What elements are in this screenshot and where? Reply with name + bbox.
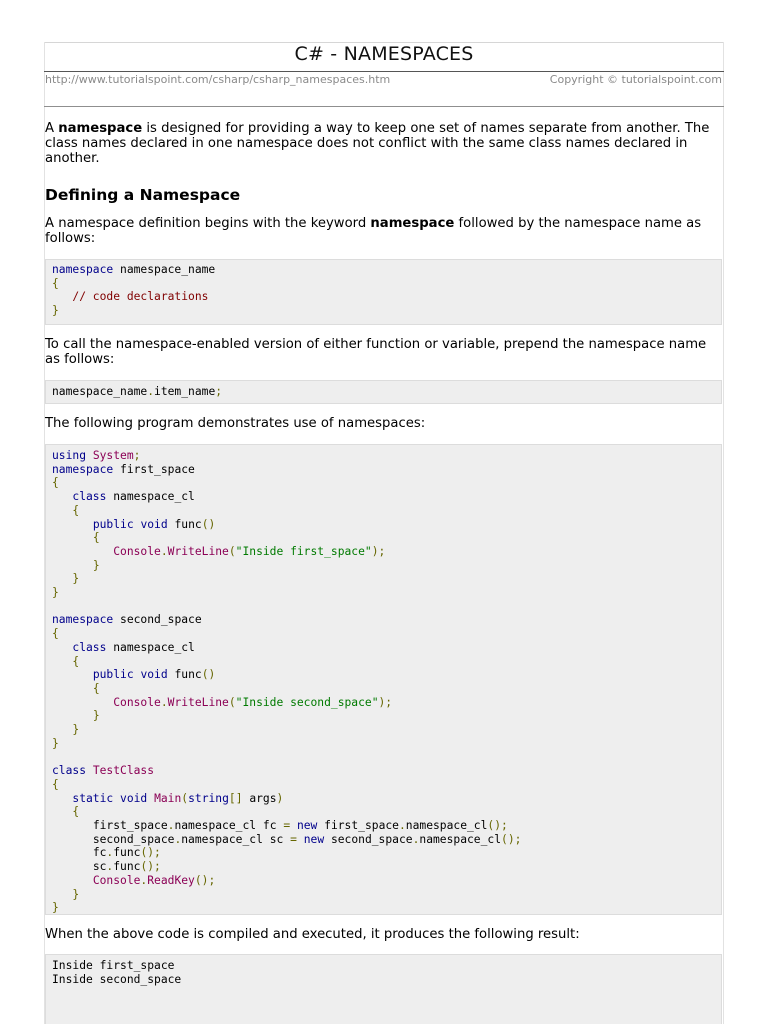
title-divider	[44, 71, 724, 72]
call-paragraph: To call the namespace-enabled version of either function or variable, prepend the namespace name as follows:	[45, 337, 707, 367]
page-title: C# - NAMESPACES	[294, 43, 474, 65]
definition-paragraph: A namespace definition begins with the keyword namespace followed by the namespace name as follows:	[45, 216, 702, 246]
program-paragraph: The following program demonstrates use of namespaces:	[45, 416, 426, 431]
copyright-notice: Copyright © tutorialspoint.com	[549, 73, 722, 86]
document-page	[44, 42, 724, 1024]
code-block-result: Inside first_space Inside second_space	[45, 954, 722, 1024]
header-divider	[44, 106, 724, 107]
intro-paragraph: A namespace is designed for providing a way to keep one set of names separate from another. The class names declared in one namespace does not conflict with the same class names declared in another.	[45, 121, 710, 166]
code-block-definition: namespace namespace_name { // code declarations }	[45, 259, 722, 325]
result-paragraph: When the above code is compiled and executed, it produces the following result:	[45, 927, 580, 942]
section-heading: Defining a Namespace	[45, 186, 241, 204]
article-content	[45, 121, 722, 1024]
code-block-call: namespace_name.item_name;	[45, 380, 722, 404]
code-block-program: using System; namespace first_space { class namespace_cl { public void func() { Console.WriteLine("Inside first_space"); } } } namespace second_space { class namespace_cl { public void func() { Console.WriteLine("Inside second_space"); } } } class TestClass { static void Main(string[] args) { first_space.namespace_cl fc = new first_space.namespace_cl(); second_space.namespace_cl sc = new second_space.namespace_cl(); fc.func(); sc.func(); Console.ReadKey(); } }	[45, 444, 722, 915]
right-border	[723, 42, 724, 1024]
source-url[interactable]: http://www.tutorialspoint.com/csharp/csharp_namespaces.htm	[45, 73, 391, 86]
